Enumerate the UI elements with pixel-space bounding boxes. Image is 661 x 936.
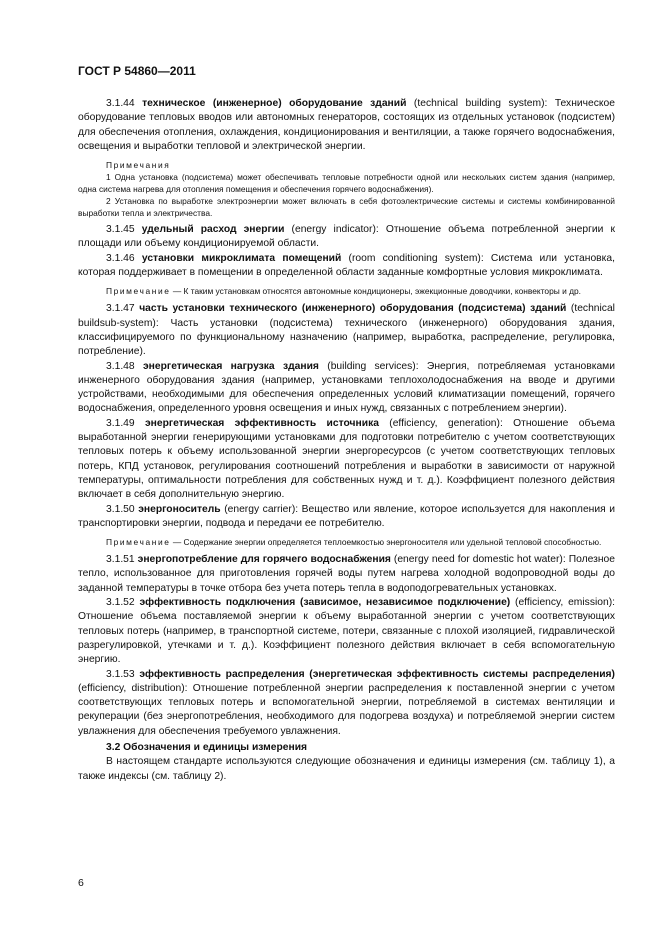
entry-number: 3.1.47 [106,303,135,315]
entry-definition: (technical buildsub-system): Часть установки (подсистема) технического (инженерного) оборудования здания, классифицируемого по функциональному назначению (например, выработка, распределение, регулировка, потребление). [78,303,615,358]
entry-3-1-49 [78,417,615,503]
entry-term: энергопотребление для горячего водоснабжения [137,554,391,566]
section-heading: 3.2 Обозначения и единицы измерения [106,741,308,753]
document-header: ГОСТ Р 54860—2011 [78,64,196,78]
note-text: — Содержание энергии определяется теплоемкостью энергоносителя или удельной тепловой способностью. [172,537,602,548]
entry-3-1-52 [78,596,615,667]
entry-term: энергоноситель [138,503,221,515]
entry-number: 3.1.49 [106,417,135,429]
entry-term: установки микроклимата помещений [141,252,342,264]
note-2: 2 Установка по выработке электроэнергии может включать в себя фотоэлектрические системы и системы комбинированной выработки тепла и электричества. [78,196,615,219]
entry-definition: (efficiency, emission): Отношение объема поставляемой энергии к объему выработанной энергии с учетом соответствующих тепловых потерь (например, в транспортной системе, потери, связанные с плохой изоляцией, гидравлической разрегулировкой, утечками и т. д.). Коэффициент полезного действия включает в себя вспомогательную энергию. [78,597,615,666]
entry-3-1-45 [78,223,615,252]
note-text: — К таким установкам относятся автономные кондиционеры, эжекционные доводчики, конвекторы и др. [172,286,581,297]
entry-definition: (efficiency, generation): Отношение объема выработанной энергии генерирующими установками для подготовки потребителю с учетом соответствующих тепловых потерь к объему использованной энергии энергоресурсов (с учетом соответствующих тепловых потерь, КПД установок, регулирования соотношений потребления и выработки в зависимости от наружной температуры, оптимальности потребления для собственных нужд и т. д.). Коэффициент полезного действия включает в себя дополнительную энергию. [78,417,615,501]
note-3-1-50 [78,536,615,548]
entry-number: 3.1.50 [106,503,135,515]
entry-term: удельный расход энергии [141,224,285,236]
entry-3-1-48 [78,360,615,417]
entry-number: 3.1.48 [106,360,135,372]
entry-3-1-44 [78,97,615,154]
entry-number: 3.1.53 [106,668,135,680]
note-label: Примечание [106,286,171,297]
entry-definition: (energy indicator): Отношение объема потребленной энергии к площади или объему кондиционируемой области. [78,224,615,250]
notes-3-1-44 [78,159,615,219]
entry-definition: (efficiency, distribution): Отношение потребленной энергии распределения к поставленной энергии с учетом соответствующих тепловых потерь и вспомогательной энергии, потребляемой в системах вентиляции и рекуперации (без энергопотребления, необходимого для подогрева воздуха) и потребляемой энергии систем увлажнения для обеспечения требуемого увлажнения. [78,682,615,737]
entry-number: 3.1.45 [106,224,135,236]
entry-definition: (energy need for domestic hot water): Полезное тепло, использованное для приготовления горячей воды путем нагрева холодной водопроводной воды до заданной температуры в точке отбора без учета потерь тепла в водоподогревательных установках. [78,554,615,594]
entry-3-1-50 [78,503,615,532]
entry-3-1-51 [78,553,615,596]
entry-definition: (technical building system): Техническое оборудование тепловых вводов или автономных генераторов, состоящих из отдельных установок (подсистем) для обеспечения отопления, охлаждения, кондиционирования и вентиляции, а также горячего водоснабжения, освещения и выработки тепловой и электрической энергии. [78,98,615,152]
entry-number: 3.1.52 [106,597,135,609]
note-1: 1 Одна установка (подсистема) может обеспечивать тепловые потребности одной или нескольких систем здания (например, одна система нагрева для отопления помещения и обеспечения горячего водоснабжения). [78,172,615,195]
entry-3-1-47 [78,302,615,359]
page-number: 6 [78,877,84,889]
entry-3-1-46 [78,252,615,281]
entry-term: энергетическая нагрузка здания [142,360,319,372]
entry-definition: (room conditioning system): Система или установка, которая поддерживает в помещении в определенной области заданные комфортные условия микроклимата. [78,252,615,279]
entry-term: энергетическая эффективность источника [144,417,379,429]
entry-definition: (energy carrier): Вещество или явление, которое используется для накопления и транспортировки энергии, подвода и передачи ее потребителю. [78,503,615,529]
entry-term: часть установки технического (инженерного) оборудования (подсистема) зданий [139,303,567,315]
notes-heading: Примечания [106,160,171,171]
entry-definition: (building services): Энергия, потребляемая установками инженерного оборудования здания (например, установками теплохолодоснабжения на вводе и другими устройствами, необходимыми для обеспечения определенных условий климатизации помещений, горячего водоснабжения, определенного уровня освещения и иных нужд, связанных с потреблением энергии). [78,360,616,415]
note-label: Примечание [106,537,171,548]
section-text: В настоящем стандарте используются следующие обозначения и единицы измерения (см. таблицу 1), а также индексы (см. таблицу 2). [78,756,615,782]
entry-number: 3.1.44 [106,98,135,109]
entry-term: техническое (инженерное) оборудование зданий [142,98,407,109]
entry-term: эффективность распределения (энергетическая эффективность системы распределения) [139,668,615,680]
document-body [78,97,615,784]
entry-number: 3.1.46 [106,252,135,264]
entry-3-1-53 [78,668,615,739]
note-3-1-46 [78,285,615,297]
entry-number: 3.1.51 [106,554,135,566]
entry-term: эффективность подключения (зависимое, независимое подключение) [139,597,511,609]
